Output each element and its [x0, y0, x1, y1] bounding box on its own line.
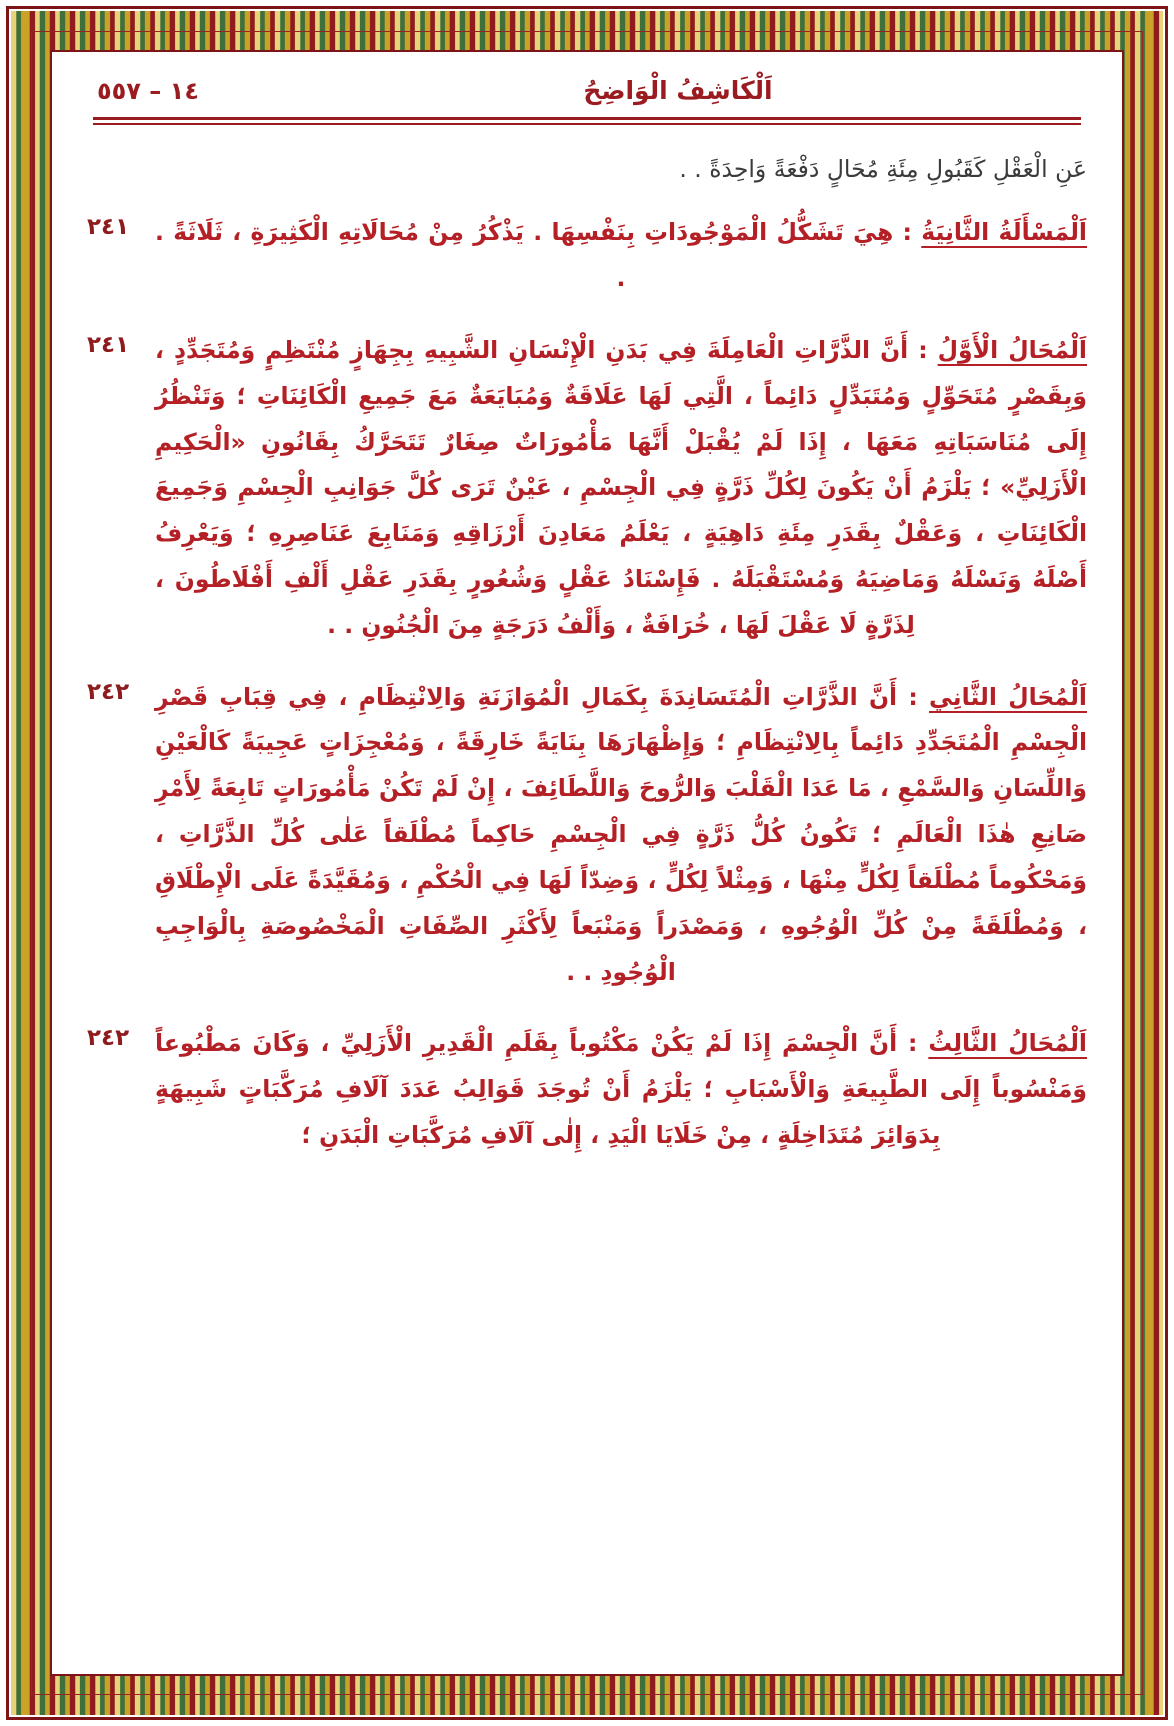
page-content — [45, 45, 1129, 1681]
paragraph-lead: اَلْمُحَالُ الثَّالِثُ — [928, 1029, 1087, 1058]
paragraph-block — [87, 675, 1087, 996]
paragraph-lead: اَلْمَسْأَلَةُ الثَّانِيَةُ — [921, 218, 1087, 247]
paragraph-body: : أَنَّ الْجِسْمَ إِذَا لَمْ يَكُنْ مَكْتُوباً بِقَلَمِ الْقَدِيرِ الْأَزَلِيِّ ، وَكَانَ مَطْبُوعاً وَمَنْسُوباً إِلَى الطَّبِيعَةِ وَالْأَسْبَابِ ؛ يَلْزَمُ أَنْ تُوجَدَ قَوَالِبُ عَدَدَ آلَافِ مُرَكَّبَاتٍ شَبِيهَةٍ بِدَوَائِرَ مُتَدَاخِلَةٍ ، مِنْ خَلَايَا الْيَدِ ، إِلٰى آلَافِ مُرَكَّبَاتِ الْبَدَنِ ؛ — [155, 1029, 1087, 1149]
paragraph-text — [149, 1021, 1087, 1158]
book-title: اَلْكَاشِفُ الْوَاضِحُ — [583, 76, 773, 105]
paragraph-body: : هِيَ تَشَكُّلُ الْمَوْجُودَاتِ بِنَفْسِهَا . يَذْكُرُ مِنْ مُحَالَاتِهِ الْكَثِيرَةِ ، ثَلَاثَةً . . — [155, 218, 922, 293]
page-number-reference: ١٤ – ٥٥٧ — [97, 77, 199, 105]
paragraph-lead: اَلْمُحَالُ الثَّانِي — [929, 682, 1087, 711]
paragraph-text — [149, 210, 1087, 302]
paragraph-continuation — [87, 147, 1087, 193]
divider-thin — [93, 123, 1081, 125]
paragraph-body: : أَنَّ الذَّرَّاتِ الْمُتَسَانِدَةَ بِكَمَالِ الْمُوَازَنَةِ وَالِانْتِظَامِ ، فِي قِبَابِ قَصْرِ الْجِسْمِ الْمُتَجَدِّدِ دَائِماً بِالِانْتِظَامِ ؛ وَإِظْهَارَهَا بِنَايَةً خَارِقَةً ، وَمُعْجِزَاتٍ عَجِيبَةً كَالْعَيْنِ وَاللِّسَانِ وَالسَّمْعِ ، مَا عَدَا الْقَلْبَ وَالرُّوحَ وَاللَّطَائِفَ ، إِنْ لَمْ تَكُنْ مَأْمُورَاتٍ تَابِعَةً لِأَمْرِ صَانِعِ هٰذَا الْعَالَمِ ؛ تَكُونُ كُلُّ ذَرَّةٍ فِي الْجِسْمِ حَاكِماً مُطْلَقاً عَلٰى كُلِّ الذَّرَّاتِ ، وَمَحْكُوماً مُطْلَقاً لِكُلٍّ مِنْهَا ، وَمِثْلاً لِكُلٍّ ، وَضِدّاً لَهَا فِي الْحُكْمِ ، وَمُقَيَّدَةً عَلَى الْإِطْلَاقِ ، وَمُطْلَقَةً مِنْ كُلِّ الْوُجُوهِ ، وَمَصْدَراً وَمَنْبَعاً لِأَكْثَرِ الصِّفَاتِ الْمَخْصُوصَةِ بِالْوَاجِبِ الْوُجُودِ . . — [155, 682, 1087, 986]
paragraph-body: : أَنَّ الذَّرَّاتِ الْعَامِلَةَ فِي بَدَنِ الْإِنْسَانِ الشَّبِيهِ بِجِهَازٍ مُنْتَظِمٍ وَمُتَجَدِّدٍ ، وَبِقَصْرٍ مُتَحَوِّلٍ وَمُتَبَدِّلٍ دَائِماً ، الَّتِي لَهَا عَلَاقَةٌ وَمُبَايَعَةٌ مَعَ جَمِيعِ الْكَائِنَاتِ ؛ وَتَنْظُرُ إِلَى مُنَاسَبَاتِهِ مَعَهَا ، إِذَا لَمْ يُقْبَلْ أَنَّهَا مَأْمُورَاتٌ صِغَارٌ تَتَحَرَّكُ بِقَانُونِ «الْحَكِيمِ الْأَزَلِيِّ» ؛ يَلْزَمُ أَنْ يَكُونَ لِكُلِّ ذَرَّةٍ فِي الْجِسْمِ ، عَيْنٌ تَرَى كُلَّ جَوَانِبِ الْجِسْمِ وَجَمِيعَ الْكَائِنَاتِ ، وَعَقْلٌ بِقَدَرِ مِئَةِ دَاهِيَةٍ ، يَعْلَمُ مَعَادِنَ أَرْزَاقِهِ وَمَنَابِعَ عَنَاصِرِهِ ؛ وَيَعْرِفُ أَصْلَهُ وَنَسْلَهُ وَمَاضِيَهُ وَمُسْتَقْبَلَهُ . فَإِسْنَادُ عَقْلٍ وَشُعُورٍ بِقَدَرِ عَقْلِ أَلْفِ أَفْلَاطُونَ ، لِذَرَّةٍ لَا عَقْلَ لَهَا ، خُرَافَةٌ ، وَأَلْفُ دَرَجَةٍ مِنَ الْجُنُونِ . . — [155, 335, 1087, 639]
paragraph-lead: اَلْمُحَالُ الْأَوَّلُ — [937, 335, 1087, 364]
paragraph-text — [149, 675, 1087, 996]
paragraph-block — [87, 328, 1087, 649]
paragraph-block — [87, 210, 1087, 302]
paragraph-number: ٢٤٢ — [87, 1025, 130, 1052]
paragraph-number: ٢٤١ — [87, 214, 130, 241]
page-body — [75, 147, 1099, 1159]
paragraph-block — [87, 1021, 1087, 1158]
paragraph-text — [149, 328, 1087, 649]
paragraph-text: عَنِ الْعَقْلِ كَقَبُولِ مِئَةِ مُحَالٍ دَفْعَةً وَاحِدَةً . . — [679, 154, 1087, 183]
paragraph-number: ٢٤٢ — [87, 678, 130, 705]
page-header — [75, 76, 1099, 105]
header-divider — [93, 117, 1081, 125]
divider-thick — [93, 117, 1081, 120]
paragraph-number — [87, 147, 149, 151]
paragraph-number: ٢٤١ — [87, 331, 130, 358]
